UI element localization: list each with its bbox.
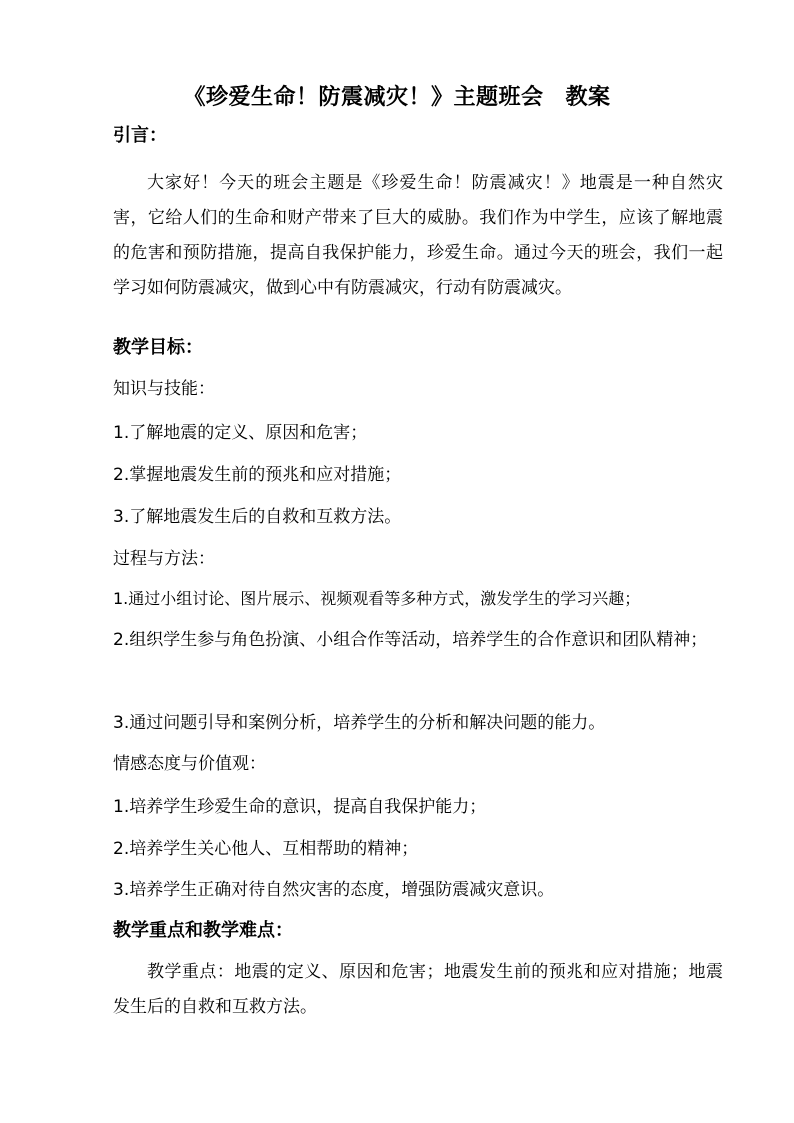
intro-paragraph-block [113, 166, 723, 306]
process-item-1: 1.通过小组讨论、图片展示、视频观看等多种方式，激发学生的学习兴趣； [113, 589, 641, 608]
keypoints-paragraph: 教学重点：地震的定义、原因和危害；地震发生前的预兆和应对措施；地震发生后的自救和互救方法。 [113, 962, 723, 1017]
knowledge-label: 知识与技能： [113, 379, 215, 399]
knowledge-label-block [113, 376, 723, 402]
keypoints-paragraph-block [113, 955, 723, 1025]
keypoints-heading: 教学重点和教学难点： [113, 920, 293, 941]
process-item-2: 2.组织学生参与角色扮演、小组合作等活动，培养学生的合作意识和团队精神； [113, 630, 708, 650]
intro-paragraph: 大家好！今天的班会主题是《珍爱生命！防震减灾！》地震是一种自然灾害，它给人们的生命和财产带来了巨大的威胁。我们作为中学生，应该了解地震的危害和预防措施，提高自我保护能力，珍爱生命。通过今天的班会，我们一起学习如何防震减灾，做到心中有防震减灾，行动有防震减灾。 [113, 173, 723, 298]
process-label: 过程与方法： [113, 549, 215, 569]
intro-heading-block [113, 123, 723, 149]
emotion-label-block [113, 751, 723, 777]
keypoints-heading-block [113, 918, 723, 944]
knowledge-item-1: 1.了解地震的定义、原因和危害； [113, 423, 368, 443]
objectives-heading-block [113, 335, 723, 361]
process-label-block [113, 546, 723, 572]
emotion-item-2-block [113, 836, 723, 862]
knowledge-item-2-block [113, 462, 723, 488]
emotion-item-3-block [113, 877, 723, 903]
knowledge-item-1-block [113, 420, 723, 446]
knowledge-item-3: 3.了解地震发生后的自救和互救方法。 [113, 507, 402, 527]
emotion-label: 情感态度与价值观： [113, 754, 266, 774]
process-item-1-block [113, 586, 723, 612]
document-title [0, 80, 794, 111]
title-suffix: 教案 [565, 85, 611, 110]
objectives-heading: 教学目标： [113, 337, 203, 358]
knowledge-item-3-block [113, 504, 723, 530]
emotion-item-2: 2.培养学生关心他人、互相帮助的精神； [113, 839, 419, 859]
intro-heading: 引言： [113, 125, 167, 146]
process-item-3-block [113, 710, 723, 736]
emotion-item-1-block [113, 794, 723, 820]
knowledge-item-2: 2.掌握地震发生前的预兆和应对措施； [113, 465, 402, 485]
emotion-item-1: 1.培养学生珍爱生命的意识，提高自我保护能力； [113, 797, 487, 817]
process-item-3: 3.通过问题引导和案例分析，培养学生的分析和解决问题的能力。 [113, 713, 606, 733]
process-item-2-block [113, 623, 723, 658]
emotion-item-3: 3.培养学生正确对待自然灾害的态度，增强防震减灾意识。 [113, 880, 555, 900]
title-text: 《珍爱生命！防震减灾！》主题班会 [183, 85, 544, 110]
